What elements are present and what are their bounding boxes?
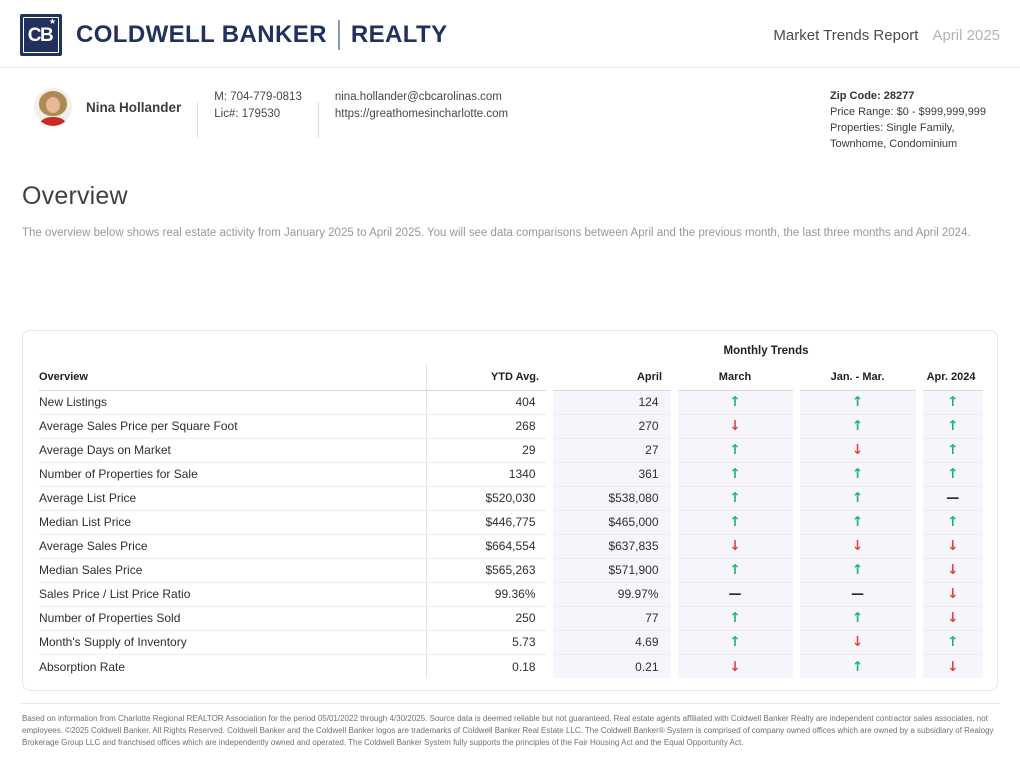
march-trend-cell: [674, 606, 796, 630]
down-arrow-icon: ↓: [947, 586, 959, 603]
march-trend-cell: [674, 462, 796, 486]
apr-2024-trend-cell: [919, 558, 983, 582]
agent-web-block: [335, 88, 508, 123]
up-arrow-icon: ↑: [851, 562, 864, 579]
down-arrow-icon: ↓: [851, 538, 864, 555]
up-arrow-icon: ↑: [729, 514, 741, 531]
column-header-apr-2024: Apr. 2024: [919, 364, 983, 390]
jan-mar-trend-cell: [796, 510, 919, 534]
agent-website-link[interactable]: https://greathomesincharlotte.com: [334, 108, 509, 120]
table-row: [39, 414, 983, 438]
coldwell-banker-logo-icon: [20, 14, 62, 56]
april-value: $637,835: [549, 534, 674, 558]
april-value: $571,900: [549, 558, 674, 582]
ytd-avg-value: 5.73: [426, 630, 549, 654]
table-row: [39, 438, 983, 462]
avatar-face: [46, 97, 60, 113]
up-arrow-icon: ↑: [947, 418, 959, 435]
april-value: $465,000: [549, 510, 674, 534]
march-trend-cell: [674, 582, 796, 606]
page-title: Overview: [22, 182, 128, 210]
metric-label: Sales Price / List Price Ratio: [39, 582, 426, 606]
down-arrow-icon: ↓: [851, 442, 864, 459]
divider: [197, 102, 198, 138]
agent-info-bar: [34, 88, 1000, 152]
march-trend-cell: [674, 654, 796, 678]
jan-mar-trend-cell: [796, 462, 919, 486]
column-header-ytd-avg: YTD Avg.: [426, 364, 549, 390]
ytd-avg-value: 0.18: [512, 659, 536, 674]
group-header-spacer: [39, 337, 549, 364]
march-trend-cell: [674, 510, 796, 534]
metric-label: Median Sales Price: [39, 558, 426, 582]
agent-identity: [34, 88, 181, 126]
up-arrow-icon: ↑: [851, 490, 864, 507]
jan-mar-trend-cell: [796, 606, 919, 630]
ytd-avg-value: 404: [426, 390, 549, 414]
table-row: [39, 486, 983, 510]
down-arrow-icon: ↓: [947, 562, 959, 579]
brand-logo: [20, 14, 448, 56]
ytd-avg-value: $446,775: [426, 510, 549, 534]
ytd-avg-value: 99.36%: [426, 582, 549, 606]
agent-avatar: [34, 88, 72, 126]
report-filters: [830, 88, 1000, 152]
table-row: [39, 558, 983, 582]
flat-dash-icon: —: [946, 491, 960, 507]
april-value: 77: [549, 606, 674, 630]
up-arrow-icon: ↑: [851, 610, 864, 627]
ytd-avg-value: 29: [426, 438, 549, 462]
april-value: $538,080: [549, 486, 674, 510]
march-trend-cell: [674, 414, 796, 438]
apr-2024-trend-cell: [919, 438, 983, 462]
column-header-april: April: [549, 364, 674, 390]
table-row: [39, 462, 983, 486]
down-arrow-icon: ↓: [947, 658, 959, 675]
april-value: 361: [549, 462, 674, 486]
apr-2024-trend-cell: [919, 414, 983, 438]
jan-mar-trend-cell: [796, 654, 919, 678]
down-arrow-icon: ↓: [729, 418, 741, 435]
up-arrow-icon: ↑: [729, 490, 741, 507]
metric-label: Average Days on Market: [39, 438, 426, 462]
march-trend-cell: [674, 486, 796, 510]
legal-disclaimer: Based on information from Charlotte Regional REALTOR Association for the period 05/01/2022 through 4/30/2025. Source data is deemed reliable but not guaranteed. Real estate agents affiliated with Coldwell Banker Realty are independent contractor sales associates, not employees. ©2025 Coldwell Banker. All Rights Reserved. Coldwell Banker and the Coldwell Banker logos are trademarks of Coldwell Banker Real Estate LLC. The Coldwell Banker® System is comprised of company owned offices which are owned by a subsidiary of Realogy Brokerage Group LLC and franchised offices which are independently owned and operated. The Coldwell Banker System fully supports the principles of the Fair Housing Act and the Equal Opportunity Act.: [22, 714, 994, 747]
apr-2024-trend-cell: [919, 630, 983, 654]
group-header-row: [39, 337, 983, 364]
table-row: [39, 654, 983, 678]
down-arrow-icon: ↓: [851, 634, 864, 651]
march-trend-cell: [674, 534, 796, 558]
up-arrow-icon: ↑: [851, 466, 864, 483]
ytd-avg-value: $520,030: [426, 486, 549, 510]
up-arrow-icon: ↑: [729, 634, 741, 651]
brand-name: COLDWELL BANKER: [76, 21, 327, 48]
metric-label: Average Sales Price per Square Foot: [39, 414, 426, 438]
up-arrow-icon: ↑: [851, 514, 864, 531]
apr-2024-trend-cell: [919, 510, 983, 534]
jan-mar-trend-cell: [796, 486, 919, 510]
jan-mar-trend-cell: [796, 582, 919, 606]
march-trend-cell: [674, 558, 796, 582]
apr-2024-trend-cell: [919, 534, 983, 558]
metric-label: Median List Price: [39, 510, 426, 534]
april-value: 4.69: [549, 630, 674, 654]
up-arrow-icon: ↑: [947, 466, 959, 483]
apr-2024-trend-cell: [919, 582, 983, 606]
apr-2024-trend-cell: [919, 390, 983, 414]
column-header-overview: Overview: [39, 364, 426, 390]
apr-2024-trend-cell: [919, 462, 983, 486]
metric-label: Absorption Rate: [39, 654, 426, 678]
jan-mar-trend-cell: [796, 630, 919, 654]
filter-price-range: Price Range: $0 - $999,999,999: [830, 106, 986, 118]
march-trend-cell: [674, 390, 796, 414]
agent-license: Lic#: 179530: [214, 108, 281, 120]
monthly-trends-card: [22, 330, 998, 691]
april-value: 270: [549, 414, 674, 438]
table-row: [39, 630, 983, 654]
april-value: 99.97%: [549, 582, 674, 606]
up-arrow-icon: ↑: [729, 562, 741, 579]
table-row: [39, 510, 983, 534]
jan-mar-trend-cell: [796, 558, 919, 582]
up-arrow-icon: ↑: [947, 442, 959, 459]
down-arrow-icon: ↓: [729, 658, 741, 675]
report-period: April 2025: [932, 26, 1000, 44]
jan-mar-trend-cell: [796, 414, 919, 438]
jan-mar-trend-cell: [796, 390, 919, 414]
agent-email-link[interactable]: nina.hollander@cbcarolinas.com: [334, 91, 502, 103]
flat-dash-icon: —: [851, 587, 864, 603]
ytd-avg-value: $565,263: [426, 558, 549, 582]
group-header-label: Monthly Trends: [723, 344, 809, 357]
agent-name: Nina Hollander: [86, 99, 182, 115]
jan-mar-trend-cell: [796, 534, 919, 558]
divider: [318, 102, 319, 138]
brand-suffix: REALTY: [350, 21, 448, 48]
up-arrow-icon: ↑: [947, 634, 959, 651]
overview-table: [39, 337, 983, 678]
ytd-avg-value: 268: [426, 414, 549, 438]
april-value: 0.21: [549, 654, 674, 678]
overview-section: [22, 182, 998, 242]
brand-wordmark: [76, 20, 448, 50]
apr-2024-trend-cell: [919, 606, 983, 630]
logo-monogram: CB: [27, 25, 53, 46]
table-body: [39, 390, 983, 678]
filter-zip-code: Zip Code: 28277: [830, 90, 915, 102]
up-arrow-icon: ↑: [729, 610, 741, 627]
march-trend-cell: [674, 630, 796, 654]
agent-mobile: M: 704-779-0813: [214, 91, 302, 103]
column-header-jan-mar: Jan. - Mar.: [796, 364, 919, 390]
column-header-row: [39, 364, 983, 390]
top-header: [0, 0, 1020, 68]
table-row: [39, 606, 983, 630]
agent-phone-block: [214, 88, 302, 123]
up-arrow-icon: ↑: [729, 394, 741, 411]
metric-label: Average Sales Price: [39, 534, 426, 558]
metric-label: New Listings: [39, 390, 426, 414]
up-arrow-icon: ↑: [851, 658, 864, 675]
filter-property-types: Properties: Single Family, Townhome, Condominium: [830, 122, 958, 150]
avatar-torso: [40, 117, 66, 126]
up-arrow-icon: ↑: [851, 418, 864, 435]
star-icon: ★: [48, 17, 56, 26]
footer-divider: [20, 703, 1000, 704]
april-value: 27: [549, 438, 674, 462]
table-row: [39, 582, 983, 606]
down-arrow-icon: ↓: [947, 610, 959, 627]
april-value: 124: [549, 390, 674, 414]
overview-description: The overview below shows real estate activity from January 2025 to April 2025. You will see data comparisons between April and the previous month, the last three months and April 2024.: [22, 227, 971, 239]
up-arrow-icon: ↑: [729, 442, 741, 459]
up-arrow-icon: ↑: [947, 514, 959, 531]
metric-label: Number of Properties Sold: [39, 606, 426, 630]
brand-divider: [338, 20, 340, 50]
metric-label: Month's Supply of Inventory: [39, 630, 426, 654]
table-row: [39, 534, 983, 558]
up-arrow-icon: ↑: [947, 394, 959, 411]
report-meta: [773, 27, 1000, 44]
up-arrow-icon: ↑: [851, 394, 864, 411]
report-title: Market Trends Report: [773, 26, 919, 44]
apr-2024-trend-cell: [919, 654, 983, 678]
march-trend-cell: [674, 438, 796, 462]
flat-dash-icon: —: [728, 587, 742, 603]
jan-mar-trend-cell: [796, 438, 919, 462]
ytd-avg-value: $664,554: [426, 534, 549, 558]
down-arrow-icon: ↓: [947, 538, 959, 555]
ytd-avg-value: 250: [426, 606, 549, 630]
metric-label: Number of Properties for Sale: [39, 462, 426, 486]
ytd-avg-value: 1340: [426, 462, 549, 486]
down-arrow-icon: ↓: [729, 538, 741, 555]
column-header-march: March: [674, 364, 796, 390]
table-row: [39, 390, 983, 414]
metric-label: Average List Price: [39, 486, 426, 510]
up-arrow-icon: ↑: [729, 466, 741, 483]
apr-2024-trend-cell: [919, 486, 983, 510]
